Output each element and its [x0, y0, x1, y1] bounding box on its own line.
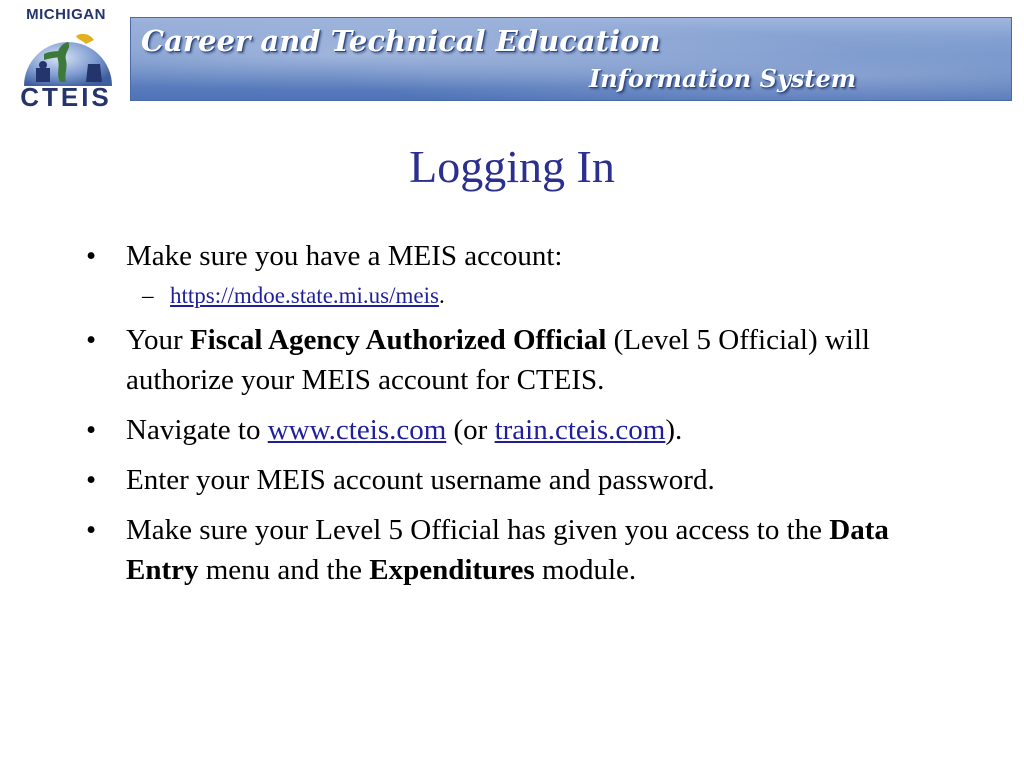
bullet-marker: •: [86, 514, 97, 546]
bullet-text-after: (Level 5 Official) will authorize your MEIS account for CTEIS.: [126, 324, 870, 396]
sub-bullet-punctuation: .: [438, 283, 445, 308]
bullet-text: Make sure you have a MEIS account:: [126, 240, 563, 272]
bullet-bold-expenditures: Expenditures: [369, 554, 535, 586]
bullet-access: [84, 510, 944, 590]
cteis-link[interactable]: www.cteis.com: [267, 414, 447, 446]
bullet-authorized-official: [84, 320, 944, 400]
bullet-text: Enter your MEIS account username and password.: [126, 464, 715, 496]
bullet-bold-text: Fiscal Agency Authorized Official: [189, 324, 607, 356]
bullet-navigate: [84, 410, 944, 450]
bullet-bold-data-entry: Data Entry: [126, 514, 889, 586]
bullet-marker: •: [86, 240, 97, 272]
bullet-text-after: ).: [665, 414, 683, 446]
bullet-text-before: Navigate to: [126, 414, 268, 446]
bullet-list: [84, 236, 944, 600]
header-banner: [130, 17, 1012, 101]
logo-state-text: MICHIGAN: [26, 6, 106, 23]
banner-title-line2: Information System: [589, 64, 857, 93]
bullet-enter-credentials: [84, 460, 944, 500]
meis-link[interactable]: https://mdoe.state.mi.us/meis: [170, 283, 439, 308]
bullet-marker: •: [86, 324, 97, 356]
train-cteis-link[interactable]: train.cteis.com: [494, 414, 666, 446]
banner-title-line1: Career and Technical Education: [141, 24, 661, 58]
bullet-text-before: Make sure your Level 5 Official has given you access to the: [126, 514, 830, 546]
sub-bullet-meis-url: [84, 280, 944, 312]
bullet-marker: •: [86, 464, 97, 496]
logo-brand-text: CTEIS: [20, 82, 112, 112]
globe-icon: [16, 24, 120, 90]
bullet-text-middle: (or: [446, 414, 495, 446]
bullet-marker: •: [86, 414, 97, 446]
bullet-text-middle: menu and the: [198, 554, 370, 586]
bullet-text-before: Your: [126, 324, 190, 356]
sub-bullet-marker: –: [142, 283, 154, 308]
bullet-text-after: module.: [534, 554, 637, 586]
bullet-meis-account: [84, 236, 944, 276]
page-title: Logging In: [409, 141, 615, 192]
cteis-logo: [6, 6, 126, 110]
